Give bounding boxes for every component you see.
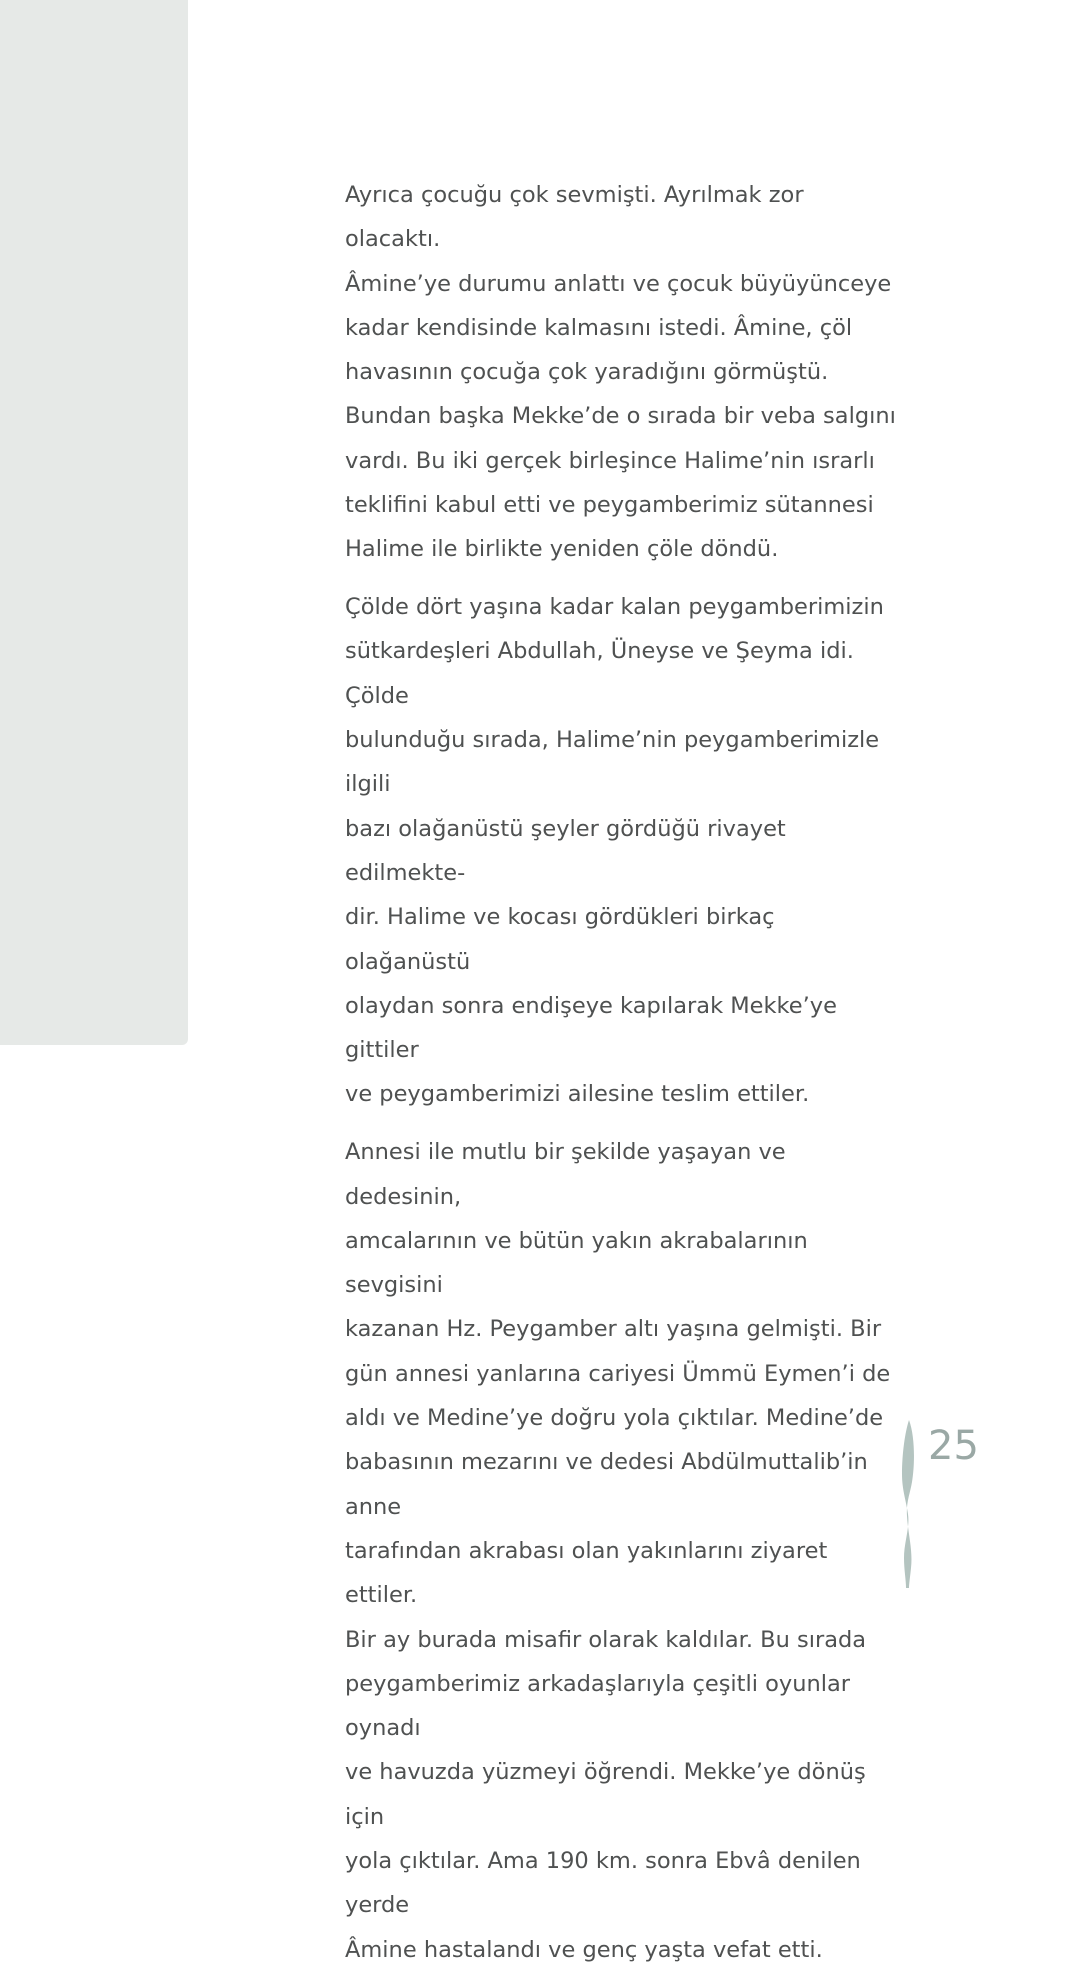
folio xyxy=(896,1418,1016,1588)
body-text-column xyxy=(345,173,905,1972)
paragraph-2: Çölde dört yaşına kadar kalan peygamberimizin sütkardeşleri Abdullah, Üneyse ve Şeyma idi. Çölde bulunduğu sırada, Halime’nin peygamberimizle ilgili bazı olağanüstü şeyler gördüğü rivayet edilmekte- dir. Halime ve kocası gördükleri birkaç olağanüstü olaydan sonra endişeye kapılarak Mekke’ye gittiler ve peygamberimizi ailesine teslim ettiler. xyxy=(345,594,884,1108)
paragraph-1: Ayrıca çocuğu çok sevmişti. Ayrılmak zor olacaktı. Âmine’ye durumu anlattı ve çocuk büyüyünceye kadar kendisinde kalmasını istedi. Âmine, çöl havasının çocuğa çok yaradığını görmüştü. Bundan başka Mekke’de o sırada bir veba salgını vardı. Bu iki gerçek birleşince Halime’nin ısrarlı teklifini kabul etti ve peygamberimiz sütannesi Halime ile birlikte yeniden çöle döndü. xyxy=(345,182,896,563)
page-number: 25 xyxy=(928,1423,979,1469)
folio-ornament-icon xyxy=(896,1418,926,1588)
side-panel-decoration xyxy=(0,0,188,1045)
paragraph-3: Annesi ile mutlu bir şekilde yaşayan ve dedesinin, amcalarının ve bütün yakın akrabalarının sevgisini kazanan Hz. Peygamber altı yaşına gelmişti. Bir gün annesi yanlarına cariyesi Ümmü Eymen’i de aldı ve Medine’ye doğru yola çıktılar. Medine’de babasının mezarını ve dedesi Abdülmuttalib’in anne tarafından akrabası olan yakınlarını ziyaret ettiler. Bir ay burada misafir olarak kaldılar. Bu sırada peygamberimiz arkadaşlarıyla çeşitli oyunlar oynadı ve havuzda yüzmeyi öğrendi. Mekke’ye dönüş için yola çıktılar. Ama 190 km. sonra Ebvâ denilen yerde Âmine hastalandı ve genç yaşta vefat etti. xyxy=(345,1139,891,1963)
